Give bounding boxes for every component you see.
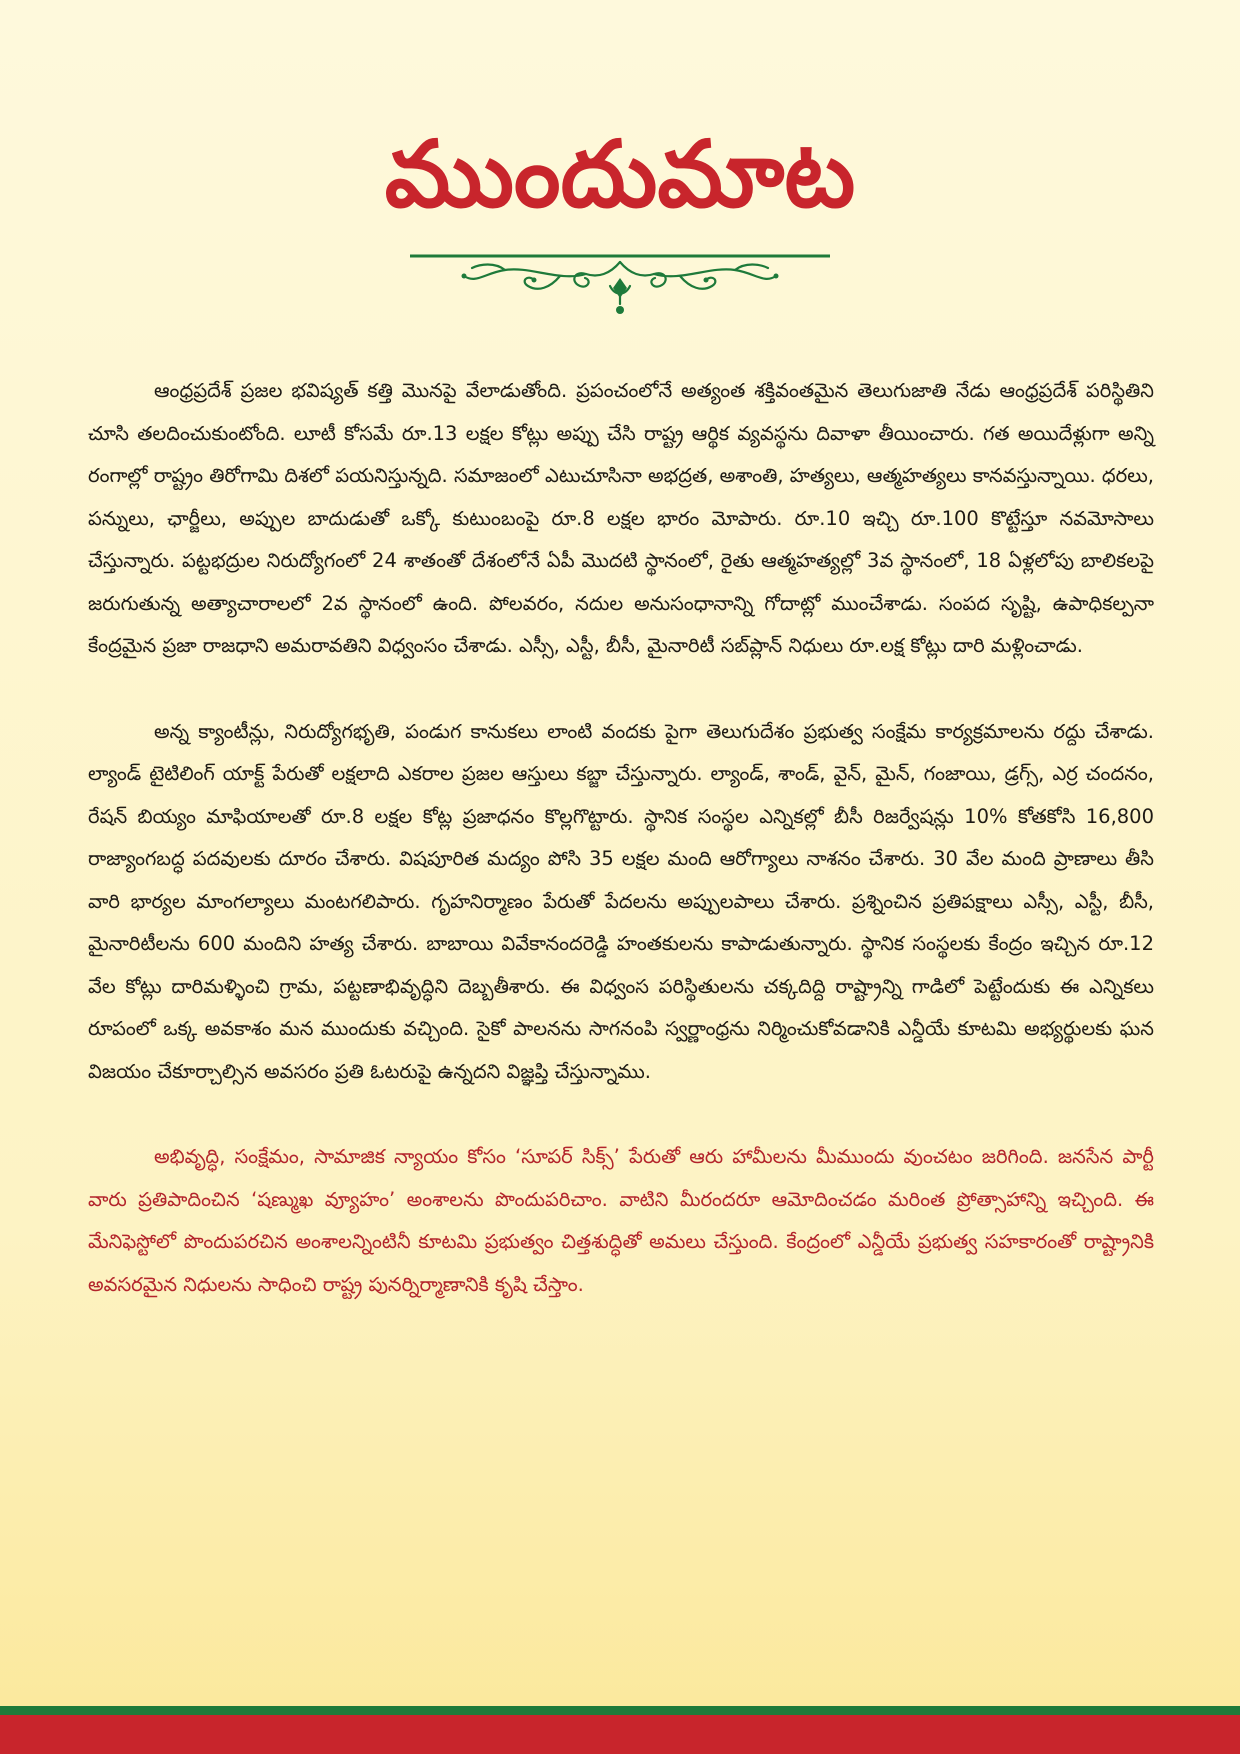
paragraph-3-closing: అభివృద్ధి, సంక్షేమం, సామాజిక న్యాయం కోసం ‘సూపర్ సిక్స్’ పేరుతో ఆరు హామీలను మీముందు వుంచటం జరిగింది. జనసేన పార్టీ వారు ప్రతిపాదించిన ‘షణ్ముఖ వ్యూహం’ అంశాలను పొందుపరిచాం. వాటిని మీరందరూ ఆమోదించడం మరింత ప్రోత్సాహాన్ని ఇచ్చింది. ఈ మేనిఫెస్టోలో పొందుపరచిన అంశాలన్నింటినీ కూటమి ప్రభుత్వం చిత్తశుద్ధితో అమలు చేస్తుంది. కేంద్రంలో ఎన్డీయే ప్రభుత్వ సహకారంతో రాష్ట్రానికి అవసరమైన నిధులను సాధించి రాష్ట్ర పునర్నిర్మాణానికి కృషి చేస్తాం. xyxy=(88,1145,1154,1296)
footer-green-stripe xyxy=(0,1706,1240,1715)
floral-divider-icon xyxy=(410,252,830,318)
preface-content xyxy=(88,370,1154,1306)
paragraph-1: ఆంధ్రప్రదేశ్ ప్రజల భవిష్యత్ కత్తి మొనపై వేలాడుతోంది. ప్రపంచంలోనే అత్యంత శక్తివంతమైన తెలుగుజాతి నేడు ఆంధ్రప్రదేశ్ పరిస్థితిని చూసి తలదించుకుంటోంది. లూటీ కోసమే రూ.13 లక్షల కోట్లు అప్పు చేసి రాష్ట్ర ఆర్థిక వ్యవస్థను దివాళా తీయించారు. గత అయిదేళ్లుగా అన్ని రంగాల్లో రాష్ట్రం తిరోగామి దిశలో పయనిస్తున్నది. సమాజంలో ఎటుచూసినా అభద్రత, అశాంతి, హత్యలు, ఆత్మహత్యలు కానవస్తున్నాయి. ధరలు, పన్నులు, ఛార్జీలు, అప్పుల బాదుడుతో ఒక్కో కుటుంబంపై రూ.8 లక్షల భారం మోపారు. రూ.10 ఇచ్చి రూ.100 కొట్టేస్తూ నవమోసాలు చేస్తున్నారు. పట్టభద్రుల నిరుద్యోగంలో 24 శాతంతో దేశంలోనే ఏపీ మొదటి స్థానంలో, రైతు ఆత్మహత్యల్లో 3వ స్థానంలో, 18 ఏళ్లలోపు బాలికలపై జరుగుతున్న అత్యాచారాలలో 2వ స్థానంలో ఉంది. పోలవరం, నదుల అనుసంధానాన్ని గోదాట్లో ముంచేశాడు. సంపద సృష్టి, ఉపాధికల్పనా కేంద్రమైన ప్రజా రాజధాని అమరావతిని విధ్వంసం చేశాడు. ఎస్సీ, ఎస్టీ, బీసీ, మైనారిటీ సబ్‌ప్లాన్ నిధులు రూ.లక్ష కోట్లు దారి మళ్లించాడు. xyxy=(88,379,1154,657)
paragraph-2: అన్న క్యాంటీన్లు, నిరుద్యోగభృతి, పండుగ కానుకలు లాంటి వందకు పైగా తెలుగుదేశం ప్రభుత్వ సంక్షేమ కార్యక్రమాలను రద్దు చేశాడు. ల్యాండ్ టైటిలింగ్ యాక్ట్ పేరుతో లక్షలాది ఎకరాల ప్రజల ఆస్తులు కబ్జా చేస్తున్నారు. ల్యాండ్, శాండ్, వైన్, మైన్, గంజాయి, డ్రగ్స్, ఎర్ర చందనం, రేషన్ బియ్యం మాఫియాలతో రూ.8 లక్షల కోట్ల ప్రజాధనం కొల్లగొట్టారు. స్థానిక సంస్థల ఎన్నికల్లో బీసీ రిజర్వేషన్లు 10% కోతకోసి 16,800 రాజ్యాంగబద్ధ పదవులకు దూరం చేశారు. విషపూరిత మద్యం పోసి 35 లక్షల మంది ఆరోగ్యాలు నాశనం చేశారు. 30 వేల మంది ప్రాణాలు తీసి వారి భార్యల మాంగల్యాలు మంటగలిపారు. గృహనిర్మాణం పేరుతో పేదలను అప్పులపాలు చేశారు. ప్రశ్నించిన ప్రతిపక్షాలు ఎస్సీ, ఎస్టీ, బీసీ, మైనారిటీలను 600 మందిని హత్య చేశారు. బాబాయి వివేకానందరెడ్డి హంతకులను కాపాడుతున్నారు. స్థానిక సంస్థలకు కేంద్రం ఇచ్చిన రూ.12 వేల కోట్లు దారిమళ్ళించి గ్రామ, పట్టణాభివృద్ధిని దెబ్బతీశారు. ఈ విధ్వంస పరిస్థితులను చక్కదిద్ది రాష్ట్రాన్ని గాడిలో పెట్టేందుకు ఈ ఎన్నికలు రూపంలో ఒక్క అవకాశం మన ముందుకు వచ్చింది. సైకో పాలనను సాగనంపి స్వర్ణాంధ్రను నిర్మించుకోవడానికి ఎన్డీయే కూటమి అభ్యర్థులకు ఘన విజయం చేకూర్చాల్సిన అవసరం ప్రతి ఓటరుపై ఉన్నదని విజ్ఞప్తి చేస్తున్నాము. xyxy=(88,719,1154,1083)
page-title: ముందుమాట xyxy=(384,121,856,228)
footer-red-band xyxy=(0,1715,1240,1754)
